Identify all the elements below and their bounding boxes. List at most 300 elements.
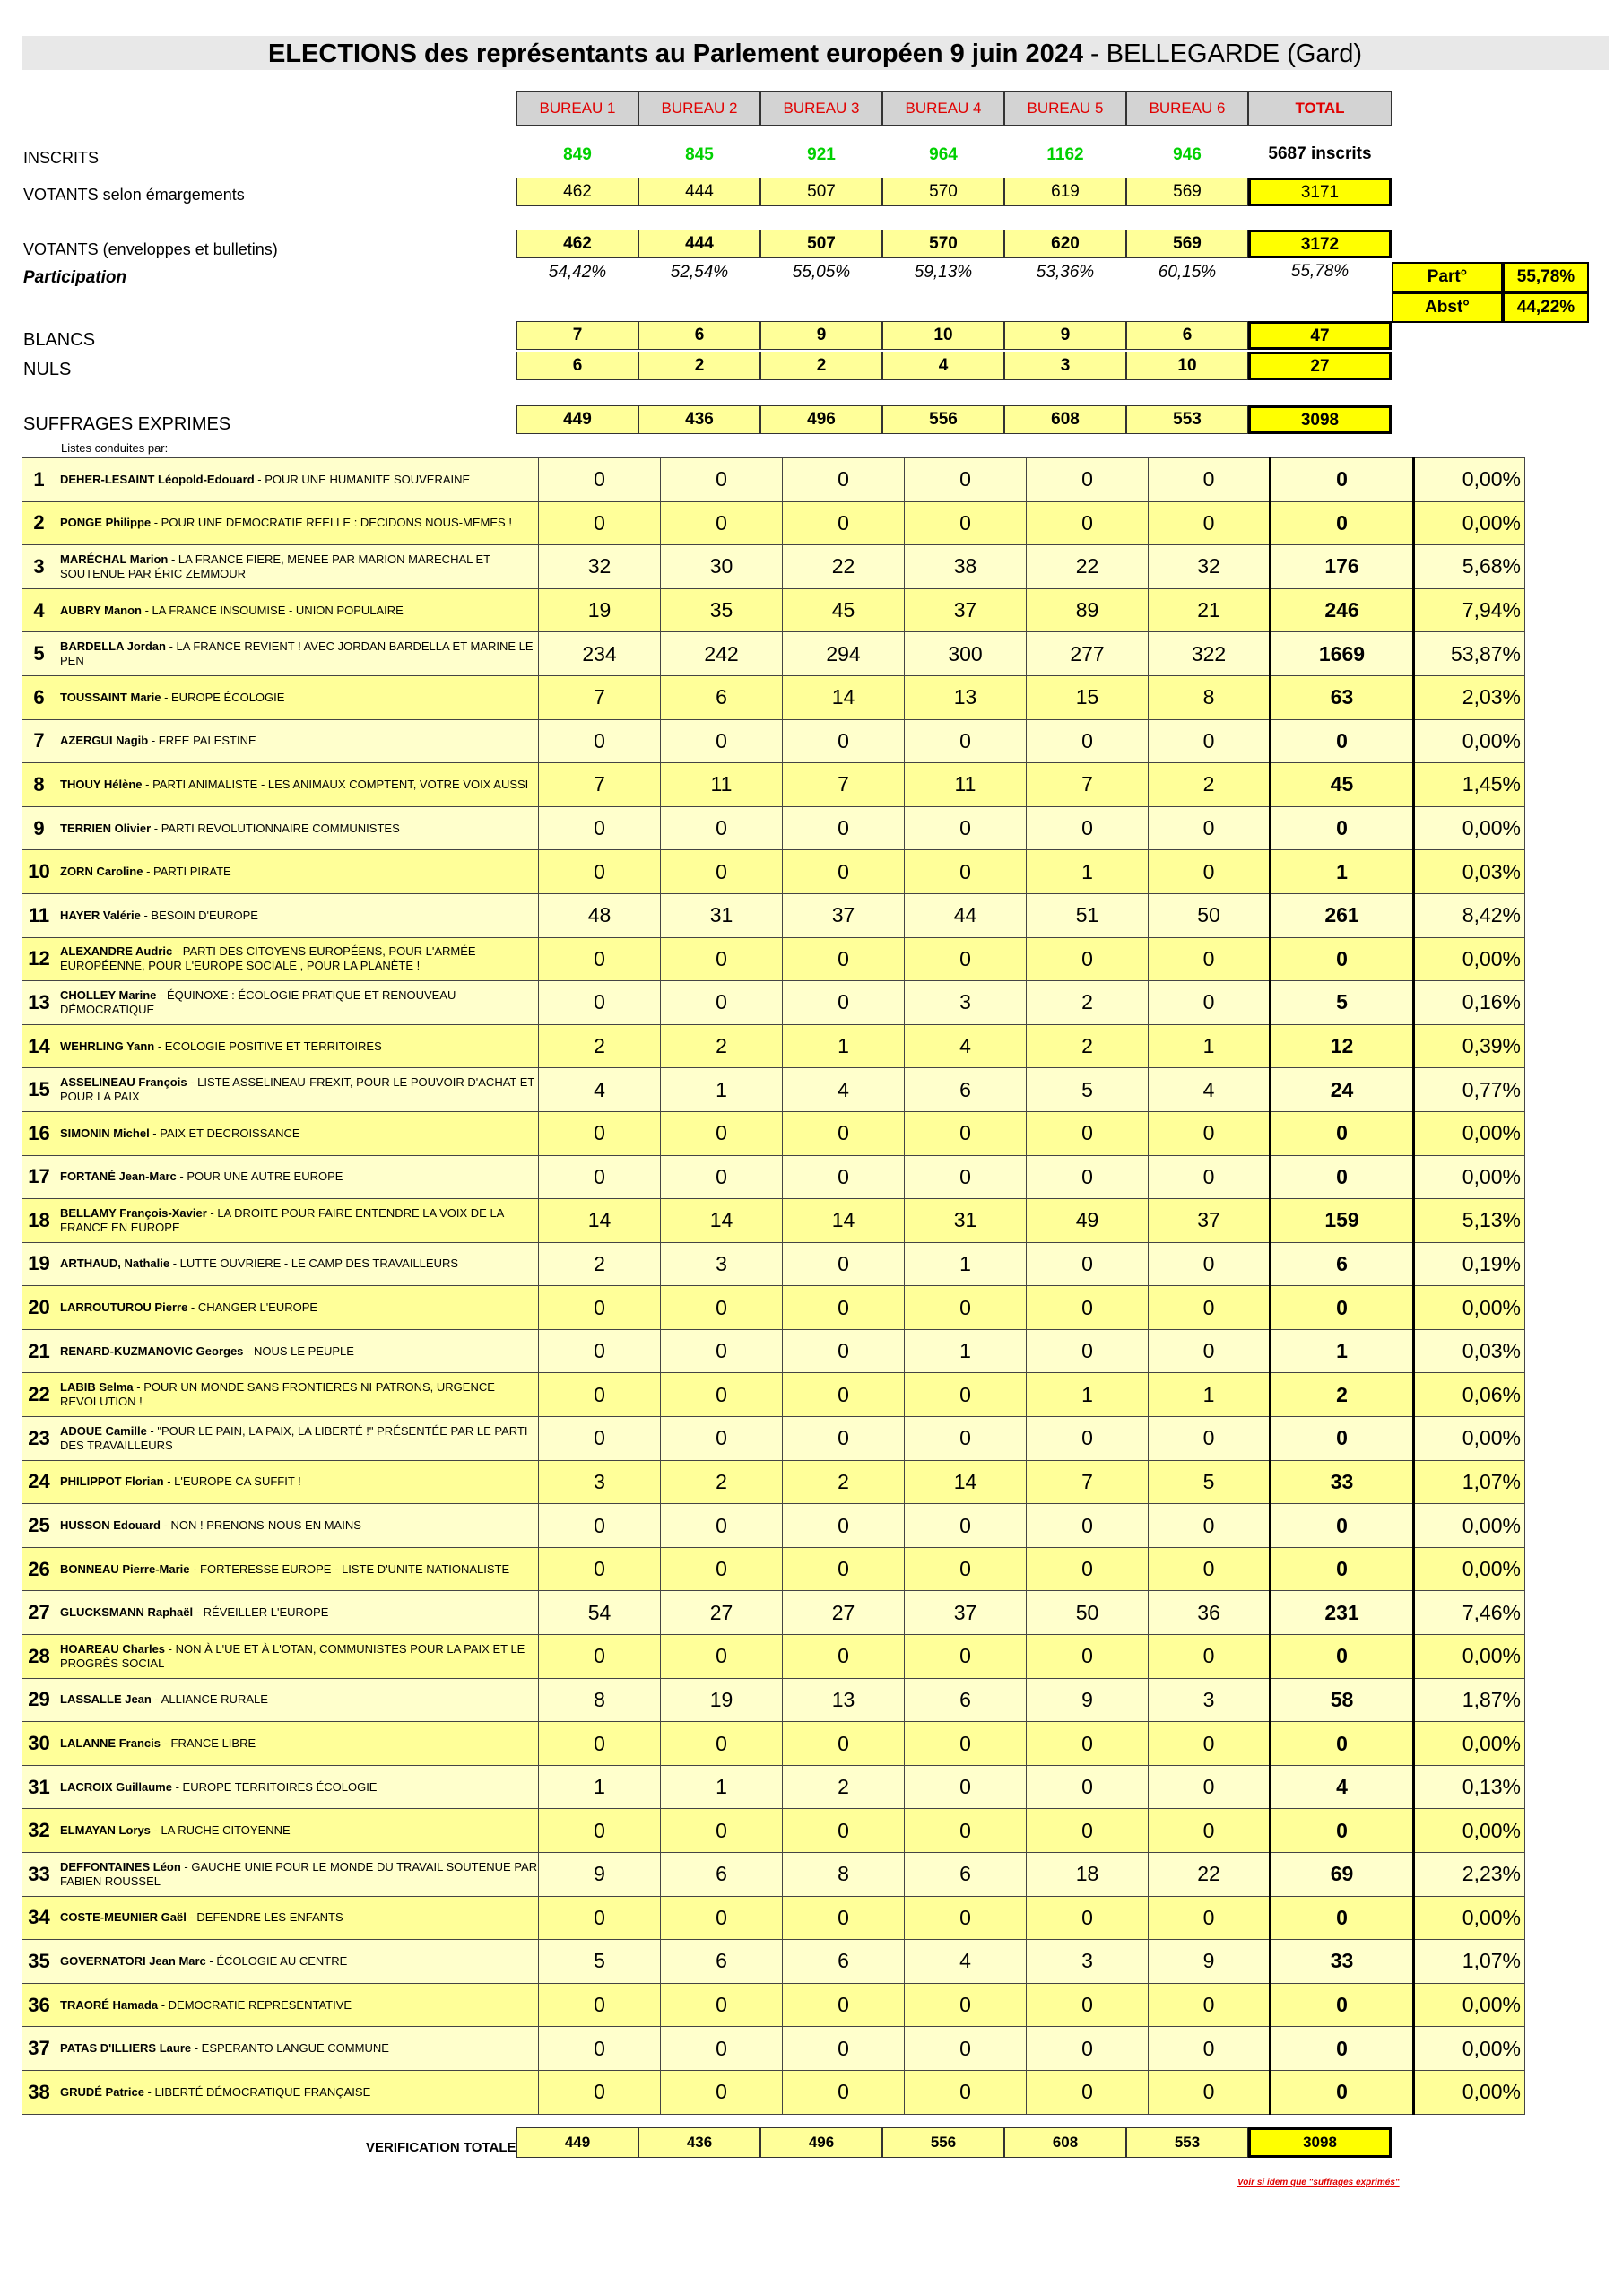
list-votes-bureau-3: 0 [783, 2027, 905, 2071]
list-name [56, 1896, 539, 1940]
list-total: 0 [1271, 1983, 1414, 2027]
list-party: - FORTERESSE EUROPE - LISTE D'UNITE NATIONALISTE [189, 1561, 510, 1576]
list-votes-bureau-5: 0 [1027, 1896, 1149, 1940]
list-votes-bureau-2: 0 [661, 2027, 783, 2071]
list-total: 176 [1271, 545, 1414, 589]
list-row [22, 1809, 1525, 1853]
list-party: - PARTI ANIMALISTE - LES ANIMAUX COMPTENT, VOTRE VOIX AUSSI [142, 777, 529, 791]
list-votes-bureau-5: 15 [1027, 675, 1149, 719]
list-head: WEHRLING Yann [60, 1039, 155, 1053]
list-head: CHOLLEY Marine [60, 987, 157, 1002]
list-votes-bureau-2: 0 [661, 1286, 783, 1330]
votants_enveloppes-bureau-1: 462 [516, 230, 638, 258]
list-total: 0 [1271, 1635, 1414, 1679]
part-label: Part° [1392, 262, 1503, 292]
list-party: - NOUS LE PEUPLE [243, 1344, 354, 1358]
list-votes-bureau-3: 0 [783, 1722, 905, 1766]
blancs-bureau-3: 9 [760, 321, 882, 350]
list-votes-bureau-6: 2 [1149, 763, 1271, 807]
column-header-5: BUREAU 5 [1004, 91, 1126, 126]
list-votes-bureau-6: 0 [1149, 1242, 1271, 1286]
list-party: - PARTI REVOLUTIONNAIRE COMMUNISTES [151, 821, 400, 835]
list-votes-bureau-5: 1 [1027, 850, 1149, 894]
blancs-total: 47 [1248, 321, 1392, 350]
list-percent: 0,00% [1414, 1983, 1525, 2027]
list-row [22, 632, 1525, 676]
list-votes-bureau-2: 0 [661, 1983, 783, 2027]
list-party: - POUR UNE DEMOCRATIE REELLE : DECIDONS NOUS-MEMES ! [151, 516, 512, 530]
list-votes-bureau-4: 0 [905, 1635, 1027, 1679]
list-votes-bureau-4: 4 [905, 1024, 1027, 1068]
list-name [56, 1242, 539, 1286]
list-number: 3 [22, 545, 56, 589]
title-location: - BELLEGARDE (Gard) [1082, 39, 1362, 68]
list-votes-bureau-1: 0 [539, 806, 661, 850]
list-votes-bureau-1: 8 [539, 1678, 661, 1722]
list-name [56, 1591, 539, 1635]
list-head: DEHER-LESAINT Léopold-Edouard [60, 472, 255, 486]
list-number: 12 [22, 937, 56, 981]
blancs-bureau-1: 7 [516, 321, 638, 350]
list-votes-bureau-6: 0 [1149, 2027, 1271, 2071]
column-header-7: TOTAL [1248, 91, 1392, 126]
list-total: 1 [1271, 1329, 1414, 1373]
list-votes-bureau-6: 0 [1149, 501, 1271, 545]
list-percent: 0,19% [1414, 1242, 1525, 1286]
list-votes-bureau-3: 8 [783, 1853, 905, 1897]
list-votes-bureau-1: 0 [539, 1896, 661, 1940]
list-votes-bureau-6: 22 [1149, 1853, 1271, 1897]
votants_enveloppes-bureau-4: 570 [882, 230, 1004, 258]
suffrages-bureau-5: 608 [1004, 405, 1126, 434]
list-number: 10 [22, 850, 56, 894]
list-name [56, 806, 539, 850]
list-percent: 0,03% [1414, 850, 1525, 894]
list-number: 7 [22, 719, 56, 763]
list-name [56, 1678, 539, 1722]
list-votes-bureau-1: 2 [539, 1242, 661, 1286]
list-votes-bureau-5: 0 [1027, 1809, 1149, 1853]
list-head: LABIB Selma [60, 1380, 134, 1395]
list-votes-bureau-5: 1 [1027, 1373, 1149, 1417]
list-party: - LA FRANCE REVIENT ! AVEC JORDAN BARDELLA ET MARINE LE PEN [60, 639, 534, 668]
list-votes-bureau-1: 0 [539, 1373, 661, 1417]
list-percent: 0,39% [1414, 1024, 1525, 1068]
list-votes-bureau-2: 0 [661, 981, 783, 1025]
list-votes-bureau-5: 49 [1027, 1199, 1149, 1243]
list-votes-bureau-2: 0 [661, 458, 783, 502]
participation-bureau-2: 52,54% [670, 263, 729, 282]
list-party: - POUR UN MONDE SANS FRONTIERES NI PATRONS, URGENCE REVOLUTION ! [60, 1380, 495, 1409]
list-votes-bureau-5: 0 [1027, 1286, 1149, 1330]
list-votes-bureau-3: 294 [783, 632, 905, 676]
list-number: 29 [22, 1678, 56, 1722]
list-number: 35 [22, 1940, 56, 1984]
list-votes-bureau-4: 0 [905, 1286, 1027, 1330]
list-votes-bureau-6: 32 [1149, 545, 1271, 589]
inscrits-bureau-5: 1162 [1046, 145, 1084, 164]
list-total: 0 [1271, 501, 1414, 545]
list-number: 6 [22, 675, 56, 719]
list-party: - DEMOCRATIE REPRESENTATIVE [158, 1997, 352, 2012]
list-number: 32 [22, 1809, 56, 1853]
list-percent: 0,00% [1414, 1809, 1525, 1853]
list-votes-bureau-1: 48 [539, 893, 661, 937]
list-votes-bureau-1: 0 [539, 937, 661, 981]
list-votes-bureau-2: 0 [661, 1111, 783, 1155]
list-party: - GAUCHE UNIE POUR LE MONDE DU TRAVAIL SOUTENUE PAR FABIEN ROUSSEL [60, 1859, 538, 1888]
list-votes-bureau-1: 0 [539, 2070, 661, 2114]
list-votes-bureau-4: 1 [905, 1242, 1027, 1286]
verification-total: 3098 [1248, 2127, 1392, 2158]
list-votes-bureau-2: 0 [661, 1809, 783, 1853]
list-name [56, 981, 539, 1025]
list-votes-bureau-1: 0 [539, 2027, 661, 2071]
list-votes-bureau-3: 0 [783, 1242, 905, 1286]
inscrits-bureau-2: 845 [685, 145, 714, 164]
list-party: - LUTTE OUVRIERE - LE CAMP DES TRAVAILLEURS [169, 1257, 459, 1271]
suffrages-bureau-1: 449 [516, 405, 638, 434]
list-row [22, 588, 1525, 632]
list-total: 33 [1271, 1940, 1414, 1984]
list-percent: 0,00% [1414, 1504, 1525, 1548]
list-row [22, 1373, 1525, 1417]
list-votes-bureau-1: 0 [539, 1983, 661, 2027]
votants_enveloppes-label: VOTANTS (enveloppes et bulletins) [23, 240, 278, 258]
list-votes-bureau-3: 6 [783, 1940, 905, 1984]
list-votes-bureau-3: 0 [783, 1417, 905, 1461]
list-total: 4 [1271, 1765, 1414, 1809]
list-number: 36 [22, 1983, 56, 2027]
list-head: LACROIX Guillaume [60, 1779, 172, 1794]
list-votes-bureau-1: 0 [539, 1329, 661, 1373]
list-total: 0 [1271, 2027, 1414, 2071]
votants_emargements-bureau-5: 619 [1004, 178, 1126, 206]
list-total: 0 [1271, 1547, 1414, 1591]
list-votes-bureau-6: 1 [1149, 1373, 1271, 1417]
list-votes-bureau-4: 0 [905, 1765, 1027, 1809]
list-votes-bureau-6: 0 [1149, 806, 1271, 850]
list-party: - EUROPE TERRITOIRES ÉCOLOGIE [171, 1779, 378, 1794]
list-votes-bureau-5: 22 [1027, 545, 1149, 589]
list-votes-bureau-3: 0 [783, 1896, 905, 1940]
list-percent: 0,00% [1414, 806, 1525, 850]
list-votes-bureau-2: 0 [661, 1547, 783, 1591]
list-votes-bureau-4: 3 [905, 981, 1027, 1025]
list-votes-bureau-1: 4 [539, 1068, 661, 1112]
list-row [22, 1591, 1525, 1635]
list-percent: 0,00% [1414, 1111, 1525, 1155]
list-row [22, 1068, 1525, 1112]
votants_emargements-total: 3171 [1248, 178, 1392, 206]
list-party: - NON ! PRENONS-NOUS EN MAINS [160, 1518, 361, 1533]
list-name [56, 501, 539, 545]
list-votes-bureau-5: 18 [1027, 1853, 1149, 1897]
list-votes-bureau-1: 0 [539, 1809, 661, 1853]
list-total: 2 [1271, 1373, 1414, 1417]
list-votes-bureau-3: 0 [783, 501, 905, 545]
list-votes-bureau-6: 50 [1149, 893, 1271, 937]
list-head: PONGE Philippe [60, 516, 152, 530]
list-total: 0 [1271, 1111, 1414, 1155]
list-votes-bureau-5: 0 [1027, 1722, 1149, 1766]
list-votes-bureau-5: 0 [1027, 937, 1149, 981]
list-votes-bureau-4: 0 [905, 719, 1027, 763]
list-votes-bureau-5: 0 [1027, 458, 1149, 502]
list-votes-bureau-3: 0 [783, 719, 905, 763]
list-number: 21 [22, 1329, 56, 1373]
list-head: LALANNE Francis [60, 1736, 161, 1751]
blancs-label: BLANCS [23, 330, 96, 350]
list-votes-bureau-1: 19 [539, 588, 661, 632]
list-row [22, 763, 1525, 807]
list-name [56, 1417, 539, 1461]
list-name [56, 545, 539, 589]
list-party: - EUROPE ÉCOLOGIE [161, 690, 285, 704]
list-number: 14 [22, 1024, 56, 1068]
list-votes-bureau-5: 5 [1027, 1068, 1149, 1112]
list-name [56, 1765, 539, 1809]
list-party: - LA FRANCE INSOUMISE - UNION POPULAIRE [142, 603, 404, 617]
list-head: THOUY Hélène [60, 777, 143, 791]
list-votes-bureau-1: 0 [539, 501, 661, 545]
list-total: 0 [1271, 1504, 1414, 1548]
list-votes-bureau-5: 0 [1027, 1417, 1149, 1461]
list-votes-bureau-4: 13 [905, 675, 1027, 719]
list-votes-bureau-1: 14 [539, 1199, 661, 1243]
list-votes-bureau-1: 0 [539, 719, 661, 763]
list-votes-bureau-3: 22 [783, 545, 905, 589]
list-head: ELMAYAN Lorys [60, 1823, 151, 1838]
list-votes-bureau-6: 0 [1149, 1765, 1271, 1809]
list-votes-bureau-3: 0 [783, 981, 905, 1025]
participation-label: Participation [23, 268, 127, 287]
list-number: 24 [22, 1460, 56, 1504]
list-votes-bureau-5: 0 [1027, 1329, 1149, 1373]
list-head: HUSSON Edouard [60, 1518, 161, 1533]
list-votes-bureau-2: 14 [661, 1199, 783, 1243]
list-votes-bureau-5: 7 [1027, 763, 1149, 807]
list-name [56, 632, 539, 676]
list-number: 16 [22, 1111, 56, 1155]
list-name [56, 1983, 539, 2027]
list-votes-bureau-3: 0 [783, 1504, 905, 1548]
list-number: 37 [22, 2027, 56, 2071]
list-party: - LA FRANCE FIERE, MENEE PAR MARION MARECHAL ET SOUTENUE PAR ÉRIC ZEMMOUR [60, 552, 490, 580]
verification-bureau-4: 556 [882, 2127, 1004, 2158]
list-total: 0 [1271, 1155, 1414, 1199]
list-head: LARROUTUROU Pierre [60, 1300, 188, 1315]
title-main: ELECTIONS des représentants au Parlement européen 9 juin 2024 [268, 39, 1083, 68]
list-head: GRUDÉ Patrice [60, 2084, 144, 2099]
list-head: HOAREAU Charles [60, 1641, 166, 1656]
list-votes-bureau-2: 0 [661, 1504, 783, 1548]
nuls-bureau-2: 2 [638, 352, 760, 380]
list-votes-bureau-4: 0 [905, 850, 1027, 894]
verification-bureau-1: 449 [516, 2127, 638, 2158]
list-votes-bureau-6: 0 [1149, 1155, 1271, 1199]
list-votes-bureau-1: 0 [539, 1722, 661, 1766]
list-head: DEFFONTAINES Léon [60, 1859, 181, 1874]
list-row [22, 981, 1525, 1025]
list-votes-bureau-2: 35 [661, 588, 783, 632]
list-percent: 0,00% [1414, 2027, 1525, 2071]
list-votes-bureau-3: 2 [783, 1460, 905, 1504]
list-row [22, 1504, 1525, 1548]
list-votes-bureau-1: 0 [539, 1547, 661, 1591]
list-percent: 7,46% [1414, 1591, 1525, 1635]
list-total: 0 [1271, 937, 1414, 981]
blancs-bureau-4: 10 [882, 321, 1004, 350]
votants_enveloppes-bureau-2: 444 [638, 230, 760, 258]
list-votes-bureau-3: 0 [783, 1373, 905, 1417]
list-total: 0 [1271, 1286, 1414, 1330]
list-votes-bureau-6: 0 [1149, 981, 1271, 1025]
list-votes-bureau-5: 0 [1027, 2070, 1149, 2114]
list-votes-bureau-3: 0 [783, 1983, 905, 2027]
list-votes-bureau-6: 4 [1149, 1068, 1271, 1112]
list-votes-bureau-1: 0 [539, 850, 661, 894]
list-number: 26 [22, 1547, 56, 1591]
nuls-bureau-1: 6 [516, 352, 638, 380]
list-percent: 0,00% [1414, 1547, 1525, 1591]
list-votes-bureau-2: 27 [661, 1591, 783, 1635]
list-votes-bureau-4: 0 [905, 2070, 1027, 2114]
list-votes-bureau-3: 0 [783, 850, 905, 894]
list-number: 5 [22, 632, 56, 676]
list-total: 6 [1271, 1242, 1414, 1286]
list-votes-bureau-3: 13 [783, 1678, 905, 1722]
list-head: PHILIPPOT Florian [60, 1474, 164, 1489]
list-votes-bureau-1: 32 [539, 545, 661, 589]
list-votes-bureau-5: 51 [1027, 893, 1149, 937]
list-votes-bureau-4: 37 [905, 588, 1027, 632]
list-row [22, 545, 1525, 589]
list-votes-bureau-2: 0 [661, 501, 783, 545]
list-votes-bureau-2: 6 [661, 675, 783, 719]
list-head: COSTE-MEUNIER Gaël [60, 1910, 187, 1925]
list-total: 0 [1271, 1809, 1414, 1853]
list-votes-bureau-6: 1 [1149, 1024, 1271, 1068]
list-percent: 0,00% [1414, 1896, 1525, 1940]
list-head: BARDELLA Jordan [60, 639, 166, 654]
participation-bureau-6: 60,15% [1158, 263, 1217, 282]
list-votes-bureau-5: 0 [1027, 1765, 1149, 1809]
list-head: RENARD-KUZMANOVIC Georges [60, 1344, 244, 1358]
list-votes-bureau-4: 11 [905, 763, 1027, 807]
list-percent: 8,42% [1414, 893, 1525, 937]
list-party: - FREE PALESTINE [148, 734, 256, 748]
list-row [22, 1940, 1525, 1984]
verification-bureau-5: 608 [1004, 2127, 1126, 2158]
list-votes-bureau-4: 0 [905, 501, 1027, 545]
nuls-bureau-5: 3 [1004, 352, 1126, 380]
list-number: 28 [22, 1635, 56, 1679]
list-votes-bureau-2: 0 [661, 2070, 783, 2114]
list-votes-bureau-3: 0 [783, 1809, 905, 1853]
verification-label: VERIFICATION TOTALE [366, 2140, 516, 2155]
list-total: 45 [1271, 763, 1414, 807]
list-percent: 0,03% [1414, 1329, 1525, 1373]
list-name [56, 893, 539, 937]
list-name [56, 1199, 539, 1243]
list-head: GOVERNATORI Jean Marc [60, 1953, 206, 1968]
list-votes-bureau-4: 0 [905, 1417, 1027, 1461]
list-name [56, 763, 539, 807]
list-party: - CHANGER L'EUROPE [187, 1300, 318, 1315]
list-votes-bureau-6: 0 [1149, 1286, 1271, 1330]
list-percent: 0,00% [1414, 458, 1525, 502]
list-row [22, 850, 1525, 894]
list-votes-bureau-4: 14 [905, 1460, 1027, 1504]
list-percent: 2,23% [1414, 1853, 1525, 1897]
list-votes-bureau-6: 0 [1149, 2070, 1271, 2114]
list-percent: 0,16% [1414, 981, 1525, 1025]
list-row [22, 458, 1525, 502]
list-votes-bureau-5: 0 [1027, 1983, 1149, 2027]
list-votes-bureau-6: 0 [1149, 1896, 1271, 1940]
list-name [56, 1373, 539, 1417]
list-row [22, 1417, 1525, 1461]
list-votes-bureau-3: 2 [783, 1765, 905, 1809]
list-votes-bureau-1: 54 [539, 1591, 661, 1635]
list-votes-bureau-6: 0 [1149, 1417, 1271, 1461]
list-votes-bureau-2: 6 [661, 1853, 783, 1897]
inscrits-bureau-1: 849 [563, 145, 592, 164]
list-total: 0 [1271, 1722, 1414, 1766]
inscrits-total: 5687 inscrits [1268, 144, 1372, 163]
list-votes-bureau-6: 0 [1149, 1329, 1271, 1373]
list-votes-bureau-5: 50 [1027, 1591, 1149, 1635]
list-votes-bureau-2: 6 [661, 1940, 783, 1984]
verification-bureau-2: 436 [638, 2127, 760, 2158]
list-votes-bureau-4: 0 [905, 1111, 1027, 1155]
list-votes-bureau-6: 0 [1149, 1547, 1271, 1591]
list-votes-bureau-5: 0 [1027, 719, 1149, 763]
list-votes-bureau-5: 0 [1027, 806, 1149, 850]
list-name [56, 719, 539, 763]
list-votes-bureau-2: 31 [661, 893, 783, 937]
lists-caption: Listes conduites par: [61, 441, 169, 455]
list-percent: 5,13% [1414, 1199, 1525, 1243]
list-total: 0 [1271, 719, 1414, 763]
list-votes-bureau-2: 19 [661, 1678, 783, 1722]
list-votes-bureau-2: 242 [661, 632, 783, 676]
list-percent: 7,94% [1414, 588, 1525, 632]
list-votes-bureau-5: 7 [1027, 1460, 1149, 1504]
blancs-bureau-5: 9 [1004, 321, 1126, 350]
list-total: 0 [1271, 1417, 1414, 1461]
column-header-6: BUREAU 6 [1126, 91, 1248, 126]
list-votes-bureau-2: 0 [661, 1896, 783, 1940]
list-votes-bureau-1: 0 [539, 981, 661, 1025]
list-number: 11 [22, 893, 56, 937]
list-votes-bureau-6: 0 [1149, 719, 1271, 763]
list-percent: 0,06% [1414, 1373, 1525, 1417]
list-votes-bureau-4: 0 [905, 1504, 1027, 1548]
list-row [22, 806, 1525, 850]
list-row [22, 675, 1525, 719]
list-row [22, 2070, 1525, 2114]
list-percent: 2,03% [1414, 675, 1525, 719]
list-total: 0 [1271, 1896, 1414, 1940]
list-votes-bureau-2: 0 [661, 1329, 783, 1373]
list-votes-bureau-4: 0 [905, 806, 1027, 850]
list-total: 0 [1271, 458, 1414, 502]
list-votes-bureau-2: 11 [661, 763, 783, 807]
list-party: - PARTI DES CITOYENS EUROPÉENS, POUR L'ARMÉE EUROPÉENNE, POUR L'EUROPE SOCIALE , POUR LA PLANÈTE ! [60, 944, 476, 973]
suffrages-bureau-2: 436 [638, 405, 760, 434]
